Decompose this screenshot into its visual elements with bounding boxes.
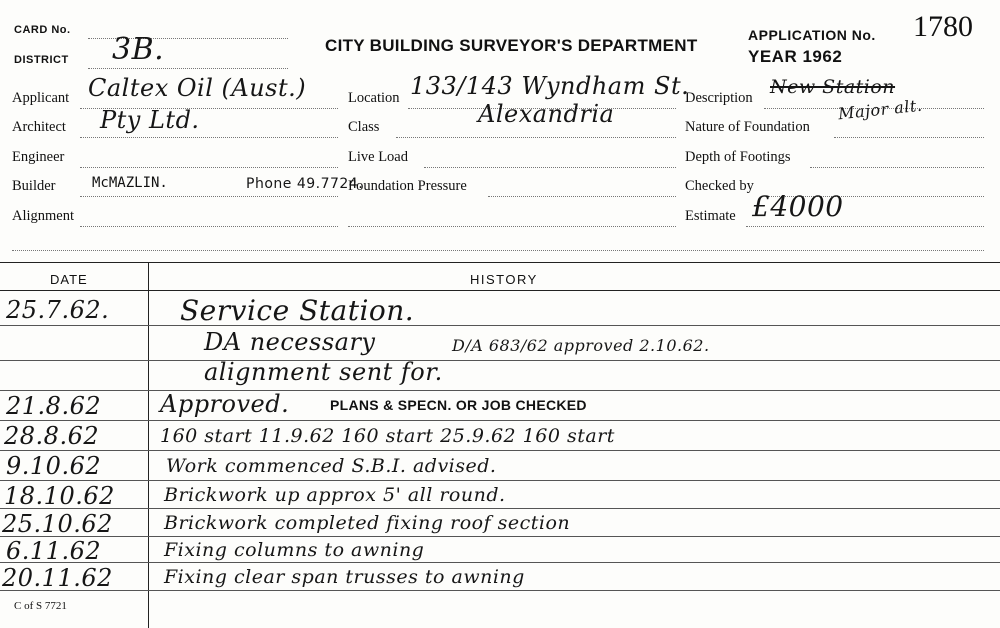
history-text: Fixing clear span trusses to awning xyxy=(164,566,525,588)
location-label: Location xyxy=(348,90,400,106)
applicant-value: Caltex Oil (Aust.) xyxy=(88,74,307,102)
row-rule xyxy=(0,390,1000,391)
blank-row-line xyxy=(12,250,984,251)
district-value: 3B. xyxy=(112,32,165,67)
description-label: Description xyxy=(685,90,753,106)
row-rule xyxy=(0,360,1000,361)
row-rule xyxy=(0,450,1000,451)
description-value: Major alt. xyxy=(837,95,924,124)
architect-line xyxy=(80,137,338,138)
architect-label: Architect xyxy=(12,119,66,135)
depth-of-footings-line xyxy=(810,167,984,168)
history-top-rule xyxy=(0,262,1000,263)
application-no-label: APPLICATION No. xyxy=(748,27,876,43)
class-line xyxy=(396,137,676,138)
history-date: 25.7.62. xyxy=(6,296,110,324)
history-text: alignment sent for. xyxy=(204,358,443,386)
plans-checked-stamp: PLANS & SPECN. OR JOB CHECKED xyxy=(330,397,587,413)
history-text: Service Station. xyxy=(180,294,415,327)
history-header-rule xyxy=(0,290,1000,291)
department-title: CITY BUILDING SURVEYOR'S DEPARTMENT xyxy=(325,36,698,55)
history-date: 20.11.62 xyxy=(2,564,113,592)
nature-of-foundation-label: Nature of Foundation xyxy=(685,119,810,135)
row-rule xyxy=(0,480,1000,481)
location-value: 133/143 Wyndham St. xyxy=(410,72,690,100)
estimate-label: Estimate xyxy=(685,208,736,224)
row-rule xyxy=(0,325,1000,326)
estimate-value: £4000 xyxy=(752,190,844,223)
history-date: 28.8.62 xyxy=(4,422,100,450)
year-label: YEAR 1962 xyxy=(748,47,843,66)
row-rule xyxy=(0,590,1000,591)
history-text: Work commenced S.B.I. advised. xyxy=(166,455,497,477)
date-column-divider xyxy=(148,262,149,628)
history-text: Brickwork up approx 5' all round. xyxy=(164,484,506,506)
district-line xyxy=(88,68,288,69)
history-text: 160 start 11.9.62 160 start 25.9.62 160 start xyxy=(160,425,615,447)
history-text: Brickwork completed fixing roof section xyxy=(164,512,571,534)
foundation-pressure-label: Foundation Pressure xyxy=(348,178,467,194)
history-text: DA necessary xyxy=(204,328,376,356)
row-rule xyxy=(0,420,1000,421)
date-header: DATE xyxy=(50,272,88,287)
nature-of-foundation-line xyxy=(834,137,984,138)
row-rule xyxy=(0,508,1000,509)
checked-by-label: Checked by xyxy=(685,178,754,194)
alignment-line xyxy=(80,226,338,227)
district-label: DISTRICT xyxy=(14,54,69,66)
builder-label: Builder xyxy=(12,178,56,194)
foundation-pressure-line xyxy=(488,196,676,197)
history-text: Approved. xyxy=(160,390,290,418)
class-label: Class xyxy=(348,119,380,135)
history-date: 21.8.62 xyxy=(6,392,102,420)
architect-value: Pty Ltd. xyxy=(100,106,200,134)
class-value: Alexandria xyxy=(478,100,615,128)
history-text: Fixing columns to awning xyxy=(164,539,425,561)
row-rule xyxy=(0,536,1000,537)
alignment-label: Alignment xyxy=(12,208,75,224)
builder-value: McMAZLIN. xyxy=(92,175,168,191)
description-struck-value: New Station xyxy=(770,76,896,98)
history-date: 25.10.62 xyxy=(2,510,113,538)
applicant-label: Applicant xyxy=(12,90,70,106)
depth-of-footings-label: Depth of Footings xyxy=(685,149,791,165)
live-load-label: Live Load xyxy=(348,149,408,165)
engineer-line xyxy=(80,167,338,168)
application-no-value: 1780 xyxy=(913,10,973,43)
middle-blank-line xyxy=(348,226,676,227)
engineer-label: Engineer xyxy=(12,149,65,165)
form-code: C of S 7721 xyxy=(14,600,67,612)
builder-phone: Phone 49.7724. xyxy=(246,176,364,192)
history-header: HISTORY xyxy=(470,272,538,287)
card-no-label: CARD No. xyxy=(14,24,71,36)
estimate-line xyxy=(746,226,984,227)
builder-line xyxy=(80,196,338,197)
history-date: 9.10.62 xyxy=(6,452,102,480)
row-rule xyxy=(0,562,1000,563)
history-date: 18.10.62 xyxy=(4,482,115,510)
history-note: D/A 683/62 approved 2.10.62. xyxy=(452,336,710,355)
live-load-line xyxy=(424,167,676,168)
history-date: 6.11.62 xyxy=(6,537,102,565)
